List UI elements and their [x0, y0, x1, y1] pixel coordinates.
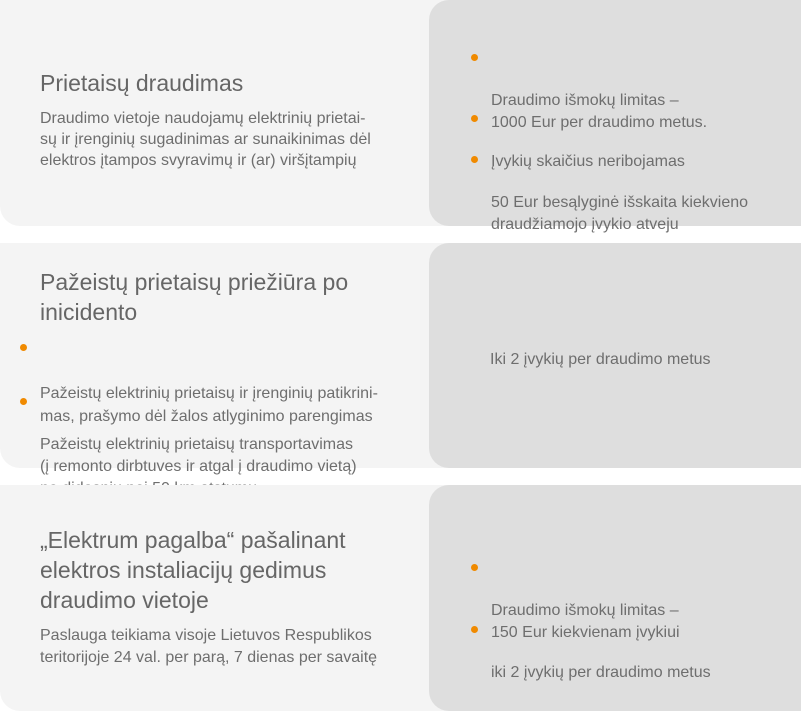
- limit-text: Draudimo išmokų limitas – 150 Eur kiekvienam įvykiui: [491, 602, 680, 641]
- limit-text: iki 2 įvykių per draudimo metus: [491, 664, 711, 681]
- bullet-dot-icon: [471, 626, 478, 633]
- limit-text: 50 Eur besąlyginė išskaita kiekvieno draudžiamojo įvykio atveju: [491, 194, 749, 233]
- coverage-limits-panel: [429, 485, 801, 711]
- card-description: Draudimo vietoje naudojamų elektrinių prietai- sų ir įrenginių sugadinimas ar sunaikinimas dėl elektros įtampos svyravimų ir (ar) viršįtampių: [40, 110, 371, 169]
- bullet-dot-icon: [20, 398, 27, 405]
- coverage-limits-panel: [429, 243, 801, 468]
- coverage-limits-panel: [429, 0, 801, 233]
- card-title: Pažeistų prietaisų priežiūra po inicidento: [40, 269, 349, 325]
- service-item: [20, 390, 357, 500]
- card-title: „Elektrum pagalba“ pašalinant elektros instaliacijų gedimus draudimo vietoje: [40, 527, 346, 613]
- bullet-dot-icon: [471, 54, 478, 61]
- bullet-dot-icon: [471, 564, 478, 571]
- card-title: Prietaisų draudimas: [40, 70, 244, 96]
- service-text: Pažeistų elektrinių prietaisų transportavimas (į remonto dirbtuves ir atgal į draudimo vietą): [40, 436, 357, 475]
- coverage-card-appliance-insurance: [0, 0, 801, 233]
- service-text: Pažeistų elektrinių prietaisų ir įrenginių patikrini- mas, prašymo dėl žalos atlyginimo parengimas: [40, 385, 378, 425]
- limit-text: Draudimo išmokų limitas – 1000 Eur per draudimo metus.: [491, 92, 708, 131]
- coverage-card-elektrum-help: [0, 485, 801, 711]
- limit-text: Iki 2 įvykių per draudimo metus: [490, 351, 711, 368]
- coverage-card-device-care: [0, 243, 801, 475]
- bullet-dot-icon: [20, 344, 27, 351]
- limit-text: Įvykių skaičius neribojamas: [491, 153, 685, 170]
- limit-item: [471, 148, 748, 236]
- card-description: Paslauga teikiama visoje Lietuvos Respublikos teritorijoje 24 val. per parą, 7 dienas per savaitę: [40, 627, 378, 666]
- limit-item: [471, 618, 711, 684]
- bullet-dot-icon: [471, 156, 478, 163]
- bullet-dot-icon: [471, 115, 478, 122]
